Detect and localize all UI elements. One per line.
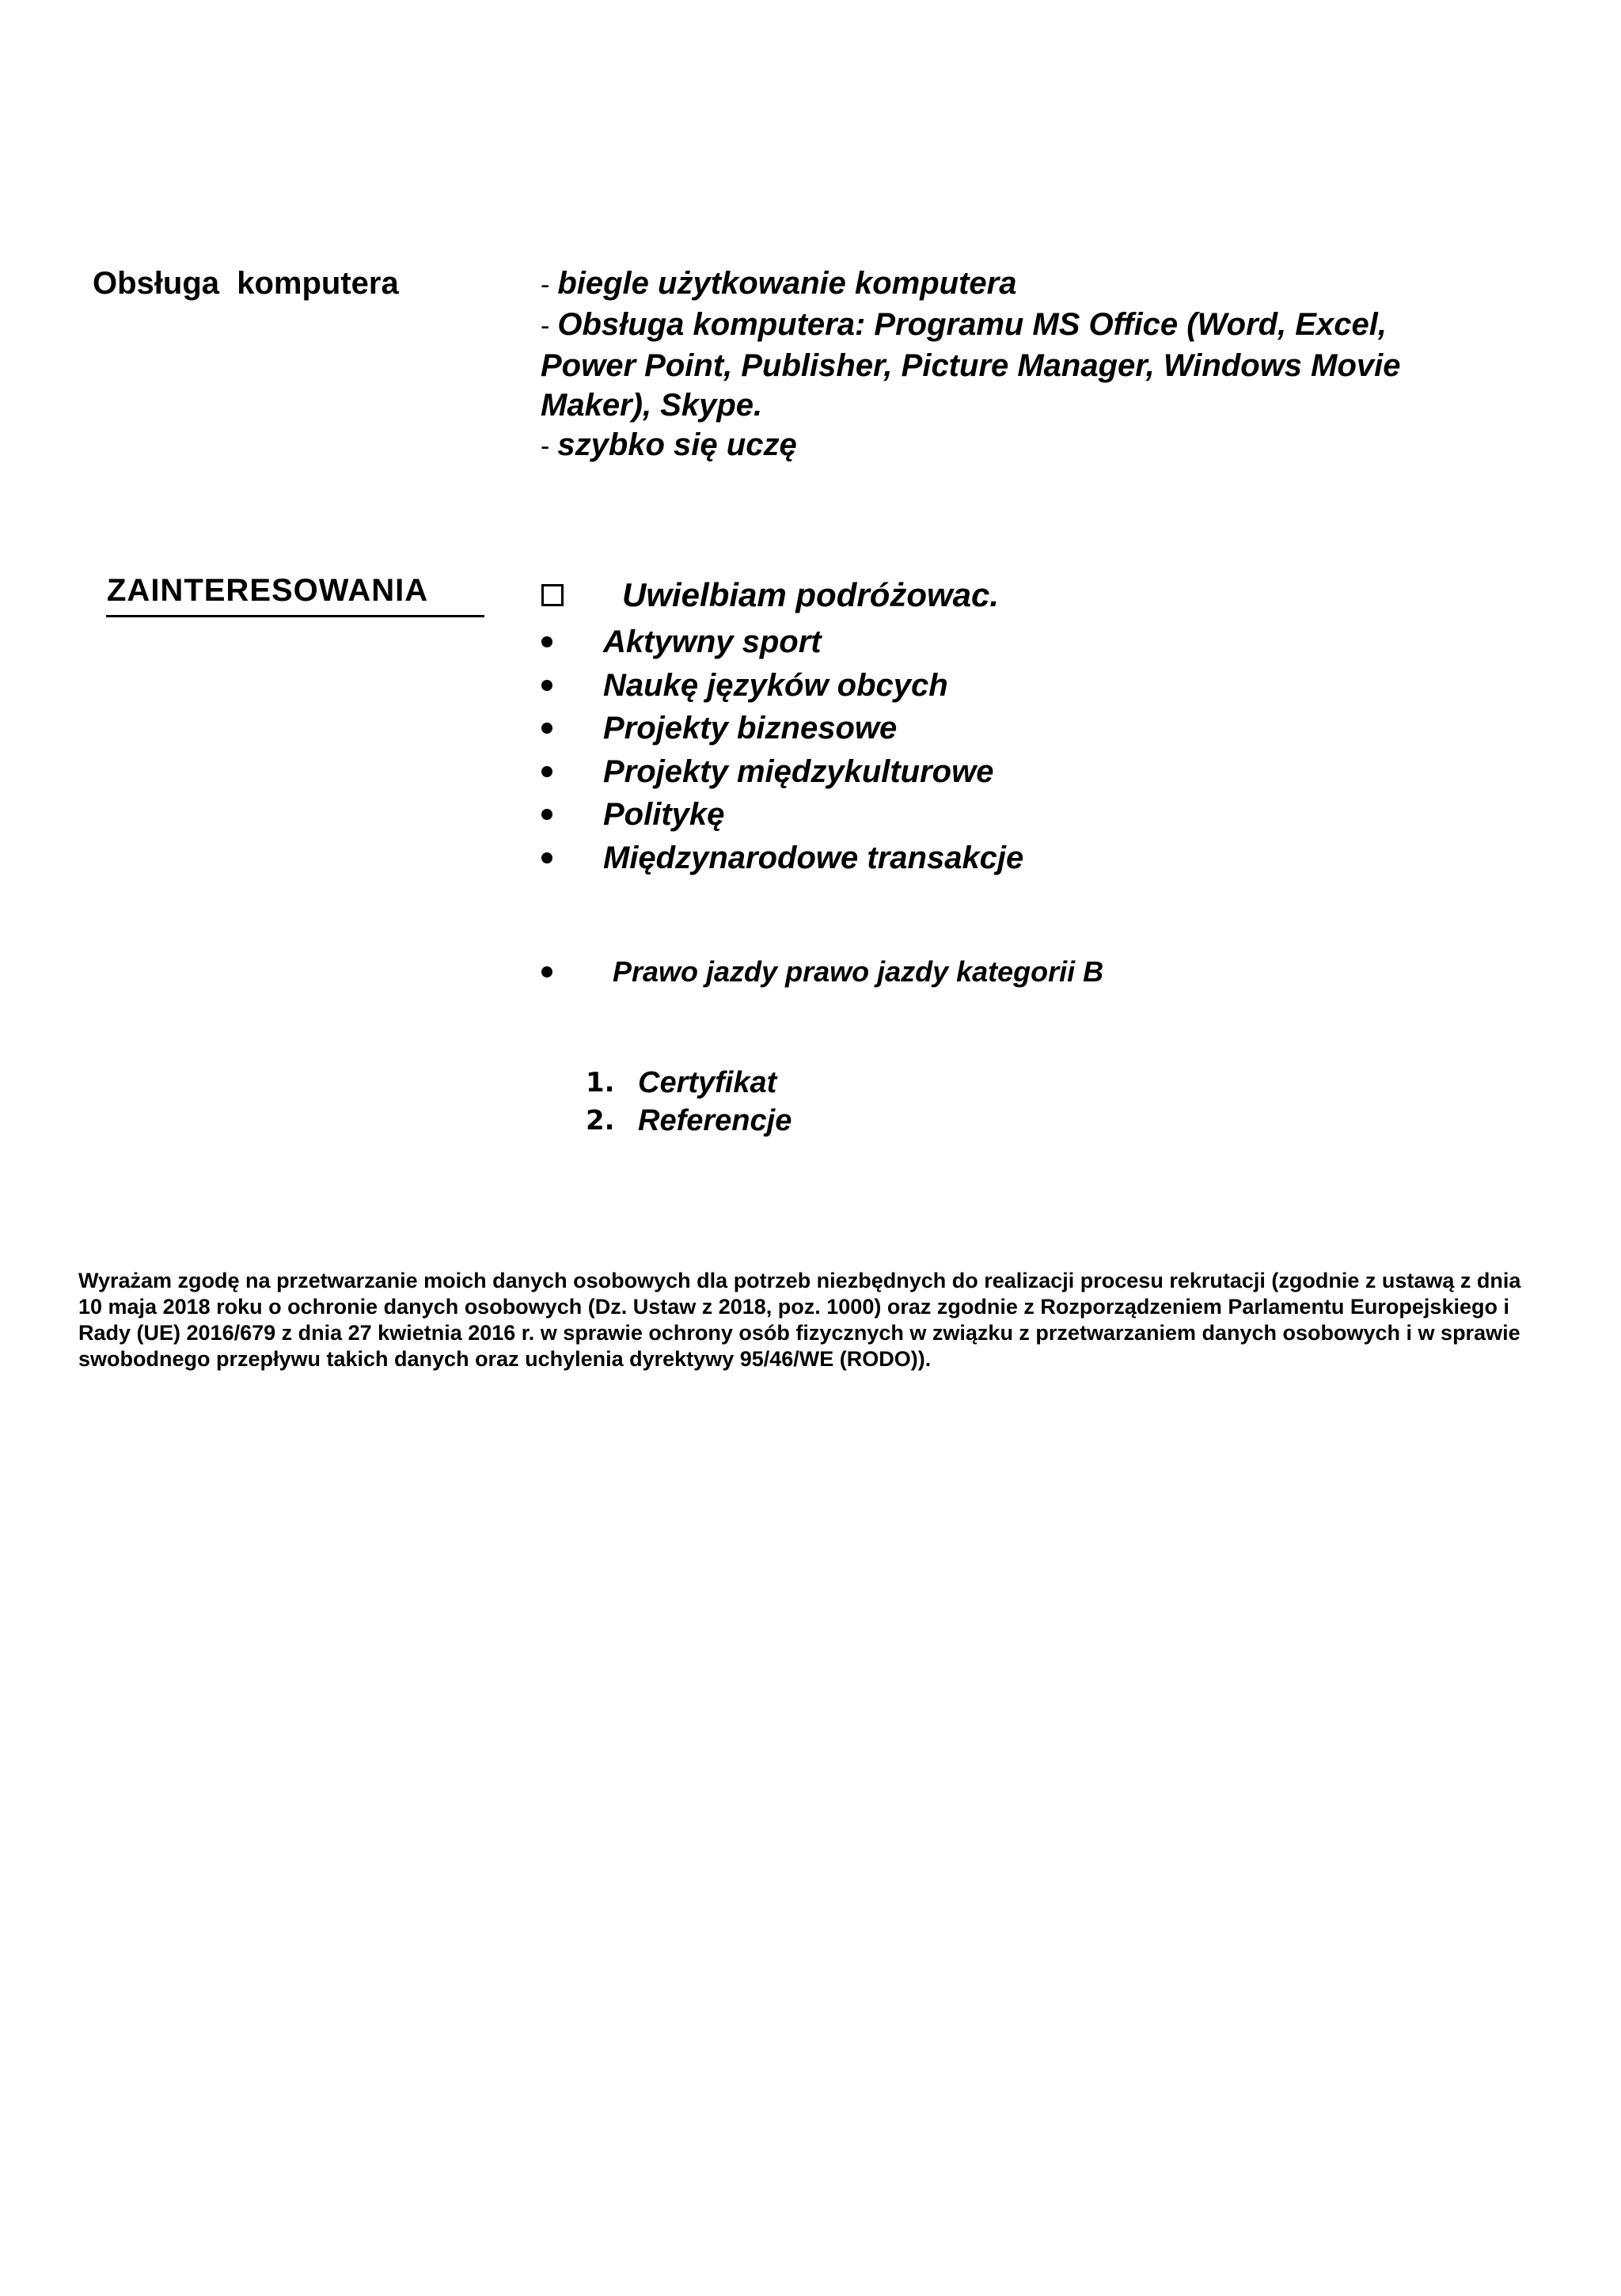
interest-text: Projekty międzykulturowe — [603, 753, 994, 789]
skill-text: biegle użytkowanie komputera — [557, 266, 1017, 301]
interests-list — [541, 620, 1023, 879]
driving-license-item — [541, 955, 1103, 989]
bullet-icon — [541, 966, 552, 977]
list-number: 2. — [586, 1105, 615, 1137]
skill-item — [541, 425, 1475, 466]
list-item — [586, 1064, 792, 1102]
data-processing-consent: Wyrażam zgodę na przetwarzanie moich danych osobowych dla potrzeb niezbędnych do realizacji procesu rekrutacji (zgodnie z ustawą z dnia 10 maja 2018 roku o ochronie danych osobowych (Dz. Ustaw z 2018, poz. 1000) oraz zgodnie z Rozporządzeniem Parlamentu Europejskiego i Rady (UE) 2016/679 z dnia 27 kwietnia 2016 r. w sprawie ochrony osób fizycznych w związku z przetwarzaniem danych osobowych i w sprawie swobodnego przepływu takich danych oraz uchylenia dyrektywy 95/46/WE (RODO)). — [78, 1269, 1521, 1371]
interest-text: Naukę języków obcych — [603, 667, 948, 703]
interest-text: Projekty biznesowe — [603, 711, 898, 746]
skill-text: Obsługa komputera: Programu MS Office (Word, Excel, Power Point, Publisher, Picture Manager, Windows Movie Maker), Skype. — [541, 307, 1401, 423]
heading-underline — [106, 615, 484, 617]
attachment-label: Certyfikat — [638, 1066, 777, 1099]
interest-text: Aktywny sport — [603, 624, 822, 659]
dash-marker: - — [541, 311, 550, 341]
interest-checkbox-item — [541, 576, 999, 614]
computer-skills-label: Obsługa komputera — [93, 266, 399, 301]
interest-text: Politykę — [603, 797, 725, 832]
skill-item — [541, 305, 1475, 425]
skill-text: szybko się uczę — [557, 427, 797, 462]
list-item — [586, 1102, 792, 1140]
list-item — [541, 620, 1023, 664]
list-item — [541, 707, 1023, 750]
interests-heading: ZAINTERESOWANIA — [107, 573, 429, 608]
attachments-list — [586, 1064, 792, 1140]
list-item — [541, 793, 1023, 837]
computer-skills-list — [541, 264, 1475, 466]
interest-text: Międzynarodowe transakcje — [603, 840, 1024, 875]
bullet-icon — [541, 852, 552, 863]
bullet-icon — [541, 809, 552, 820]
checkbox-square-icon — [541, 584, 564, 606]
dash-marker: - — [541, 431, 550, 461]
interest-checkbox-text: Uwielbiam podróżowac. — [622, 576, 1000, 613]
dash-marker: - — [541, 270, 550, 300]
list-item — [541, 664, 1023, 708]
skill-item — [541, 264, 1475, 305]
attachment-label: Referencje — [638, 1104, 792, 1137]
bullet-icon — [541, 766, 552, 777]
bullet-icon — [541, 723, 552, 734]
list-item — [541, 837, 1023, 880]
list-number: 1. — [586, 1067, 615, 1099]
driving-license-text: Prawo jazdy prawo jazdy kategorii B — [613, 955, 1104, 988]
bullet-icon — [541, 680, 552, 691]
list-item — [541, 750, 1023, 794]
bullet-icon — [541, 636, 552, 647]
